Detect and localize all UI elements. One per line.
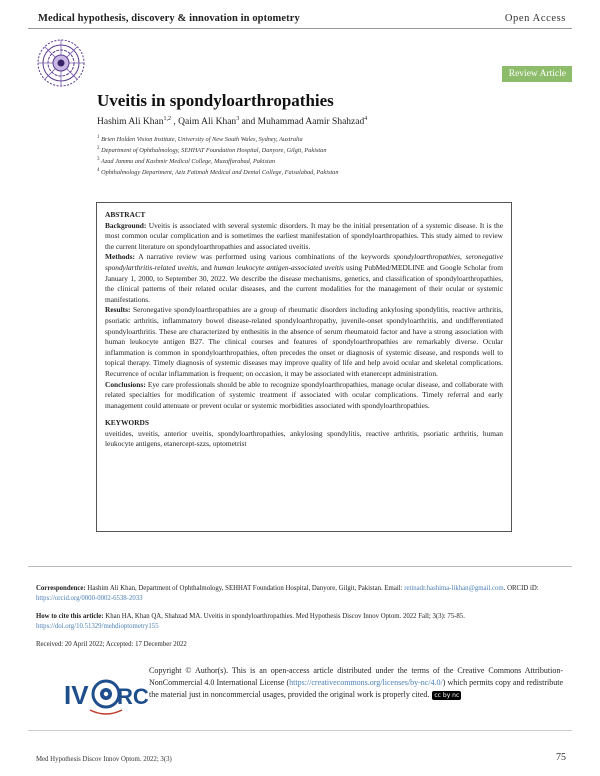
affiliation-sup: 1	[97, 135, 100, 140]
correspondence-label: Correspondence:	[36, 585, 86, 592]
author-name: Hashim Ali Khan	[97, 117, 164, 128]
author-sup: 1,2	[163, 116, 171, 122]
author-sup: 4	[364, 116, 368, 122]
affiliation-text: Azad Jammu and Kashmir Medical College, Muzaffarabad, Pakistan	[100, 158, 275, 166]
article-type-badge: Review Article	[502, 66, 572, 82]
affiliation-sup: 3	[97, 157, 100, 162]
keywords-heading: KEYWORDS	[105, 418, 149, 428]
orcid-label: . ORCID iD:	[503, 585, 539, 592]
affiliation-text: Brien Holden Vision Institute, University of New South Wales, Sydney, Australia	[101, 136, 303, 144]
affiliation	[97, 146, 326, 154]
correspondence-email-link[interactable]: retinadr.hashima-likhan@gmail.com	[404, 585, 504, 592]
affiliation	[97, 157, 275, 165]
doi-link[interactable]: https://doi.org/10.51329/mehdioptometry155	[36, 623, 159, 631]
footer-citation: Med Hypothesis Discov Innov Optom. 2022; 3(3)	[36, 756, 172, 763]
affiliation-text: Department of Ophthalmology, SEHHAT Foundation Hospital, Danyore, Gilgit, Pakistan	[101, 147, 327, 155]
keyword-term: human leukocyte antigen-associated uveitis	[213, 262, 344, 272]
cite-text: Khan HA, Khan QA, Shahzad MA. Uveitis in spondyloarthropathies. Med Hypothesis Discov Innov Optom. 2022 Fall; 3(3): 75-85.	[105, 613, 465, 620]
page-number: 75	[556, 752, 566, 763]
keyword-term: spondyloarthropathies, seronegative spondylarthritis-related uveitis,	[105, 252, 503, 272]
correspondence-text: Hashim Ali Khan, Department of Ophthalmology, SEHHAT Foundation Hospital, Danyore, Gilgit, Pakistan. Email:	[87, 585, 405, 592]
correspondence	[36, 584, 566, 605]
svg-text:RC: RC	[117, 684, 149, 709]
license-part: ) which permits copy and redistribute the material just in noncommercial usages, provided the original work is properly cited.	[149, 678, 563, 700]
affiliation	[97, 135, 303, 143]
abstract-background	[105, 221, 503, 253]
section-label: Methods:	[105, 252, 135, 262]
abstract-conclusions	[105, 380, 503, 412]
author-list: Hashim Ali Khan$^{1,2}$ , Qaim Ali Khan$^3$ and Muhammad Aamir Shahzad$^4$	[97, 116, 368, 128]
affiliation-text: Ophthalmology Department, Aziz Fatimah Medical and Dental College, Faisalabad, Pakistan	[101, 169, 339, 177]
license-text	[149, 665, 563, 702]
section-label: Background:	[105, 220, 147, 230]
affiliation	[97, 168, 338, 176]
section-text: Uveitis is associated with several systemic disorders. It may be the initial presentation of a systemic disease. It is the most common ocular complication and is sometimes the earliest manifestation of spondyloarthropathies. This study aimed to review the current literature on spondyloarthropathies and associated uveitis.	[105, 220, 503, 251]
license-link[interactable]: https://creativecommons.org/licenses/by-nc/4.0/	[289, 678, 443, 688]
orcid-link[interactable]: https://orcid.org/0000-0002-6538-2033	[36, 595, 143, 603]
author-name: Muhammad Aamir Shahzad	[257, 117, 365, 128]
footer-divider	[28, 730, 572, 731]
cite-label: How to cite this article:	[36, 613, 104, 620]
ivorc-logo-icon	[62, 668, 149, 722]
received-accepted-dates: Received: 20 April 2022; Accepted: 17 December 2022	[36, 641, 187, 648]
header-divider	[28, 28, 572, 29]
journal-logo-icon	[36, 38, 86, 88]
article-title: Uveitis in spondyloarthropathies	[97, 91, 334, 110]
author-name: Qaim Ali Khan	[178, 117, 237, 128]
abstract-methods	[105, 252, 503, 305]
journal-name: Medical hypothesis, discovery & innovation in optometry	[38, 13, 300, 24]
author-sup: 3	[236, 116, 240, 122]
cc-by-nc-badge: cc by nc	[434, 692, 460, 700]
affiliation-sup: 2	[97, 146, 100, 151]
section-text: using PubMed/MEDLINE and Google Scholar from January 1, 2000, to September 30, 2022. We describe the disease mechanisms, genetics, and classification of spondyloarthropathies, the clinical patterns of their related ocular diseases, and the current modalities for the management of their ocular or systemic manifestations.	[105, 262, 503, 304]
section-label: Results:	[105, 305, 131, 315]
keywords-list: uveitides, uveitis, anterior uveitis, spondyloarthropathies, ankylosing spondylitis, reactive arthritis, psoriatic arthritis, human leukocyte antigens, etanercept-szzs, optometrist	[105, 428, 503, 449]
footnote-divider	[28, 566, 572, 567]
svg-text:IV: IV	[64, 680, 89, 710]
affiliation-sup: 4	[97, 168, 100, 173]
abstract-heading: ABSTRACT	[105, 210, 146, 219]
abstract-results	[105, 305, 503, 379]
open-access-label: Open Access	[504, 13, 566, 24]
how-to-cite	[36, 612, 566, 633]
license-part: Copyright © Author(s). This is an open-access article distributed under the terms of the Creative Commons Attribution-NonCommercial 4.0 International License (	[149, 666, 563, 688]
section-text: Eye care professionals should be able to recognize spondyloarthropathies, manage ocular disease, and collaborate with related specialties for modification of systemic treatment if associated with ocular complications. Timely referral and early management could attenuate or prevent ocular or systemic morbidities associated with spondyloarthropathies.	[105, 379, 503, 410]
abstract-box	[96, 202, 512, 532]
section-text: Seronegative spondyloarthropathies are a group of rheumatic disorders including ankylosing spondylitis, reactive arthritis, psoriatic arthritis, inflammatory bowel disease-related spondyloarthropathy, juvenile-onset spondyloarthritis, and undifferentiated spondyloarthritis. These are characterized by enthesitis in the absence of serum rheumatoid factor and have a strong association with human leukocyte antigen B27. The clinical courses and features of spondyloarthropathies are remarkably diverse. Ocular inflammation is common in spondyloarthropathies, often precedes the onset or diagnosis of systemic disease, and responds well to topical therapy. Timely diagnosis of systemic diseases may improve quality of life and help avoid ocular and skeletal complications. Recurrence of ocular inflammation is frequent; on occasion, it may be associated with etanercept administration.	[105, 305, 503, 378]
section-label: Conclusions:	[105, 379, 146, 389]
section-text: A narrative review was performed using various combinations of the keywords	[138, 252, 394, 262]
section-text: and	[198, 262, 214, 272]
